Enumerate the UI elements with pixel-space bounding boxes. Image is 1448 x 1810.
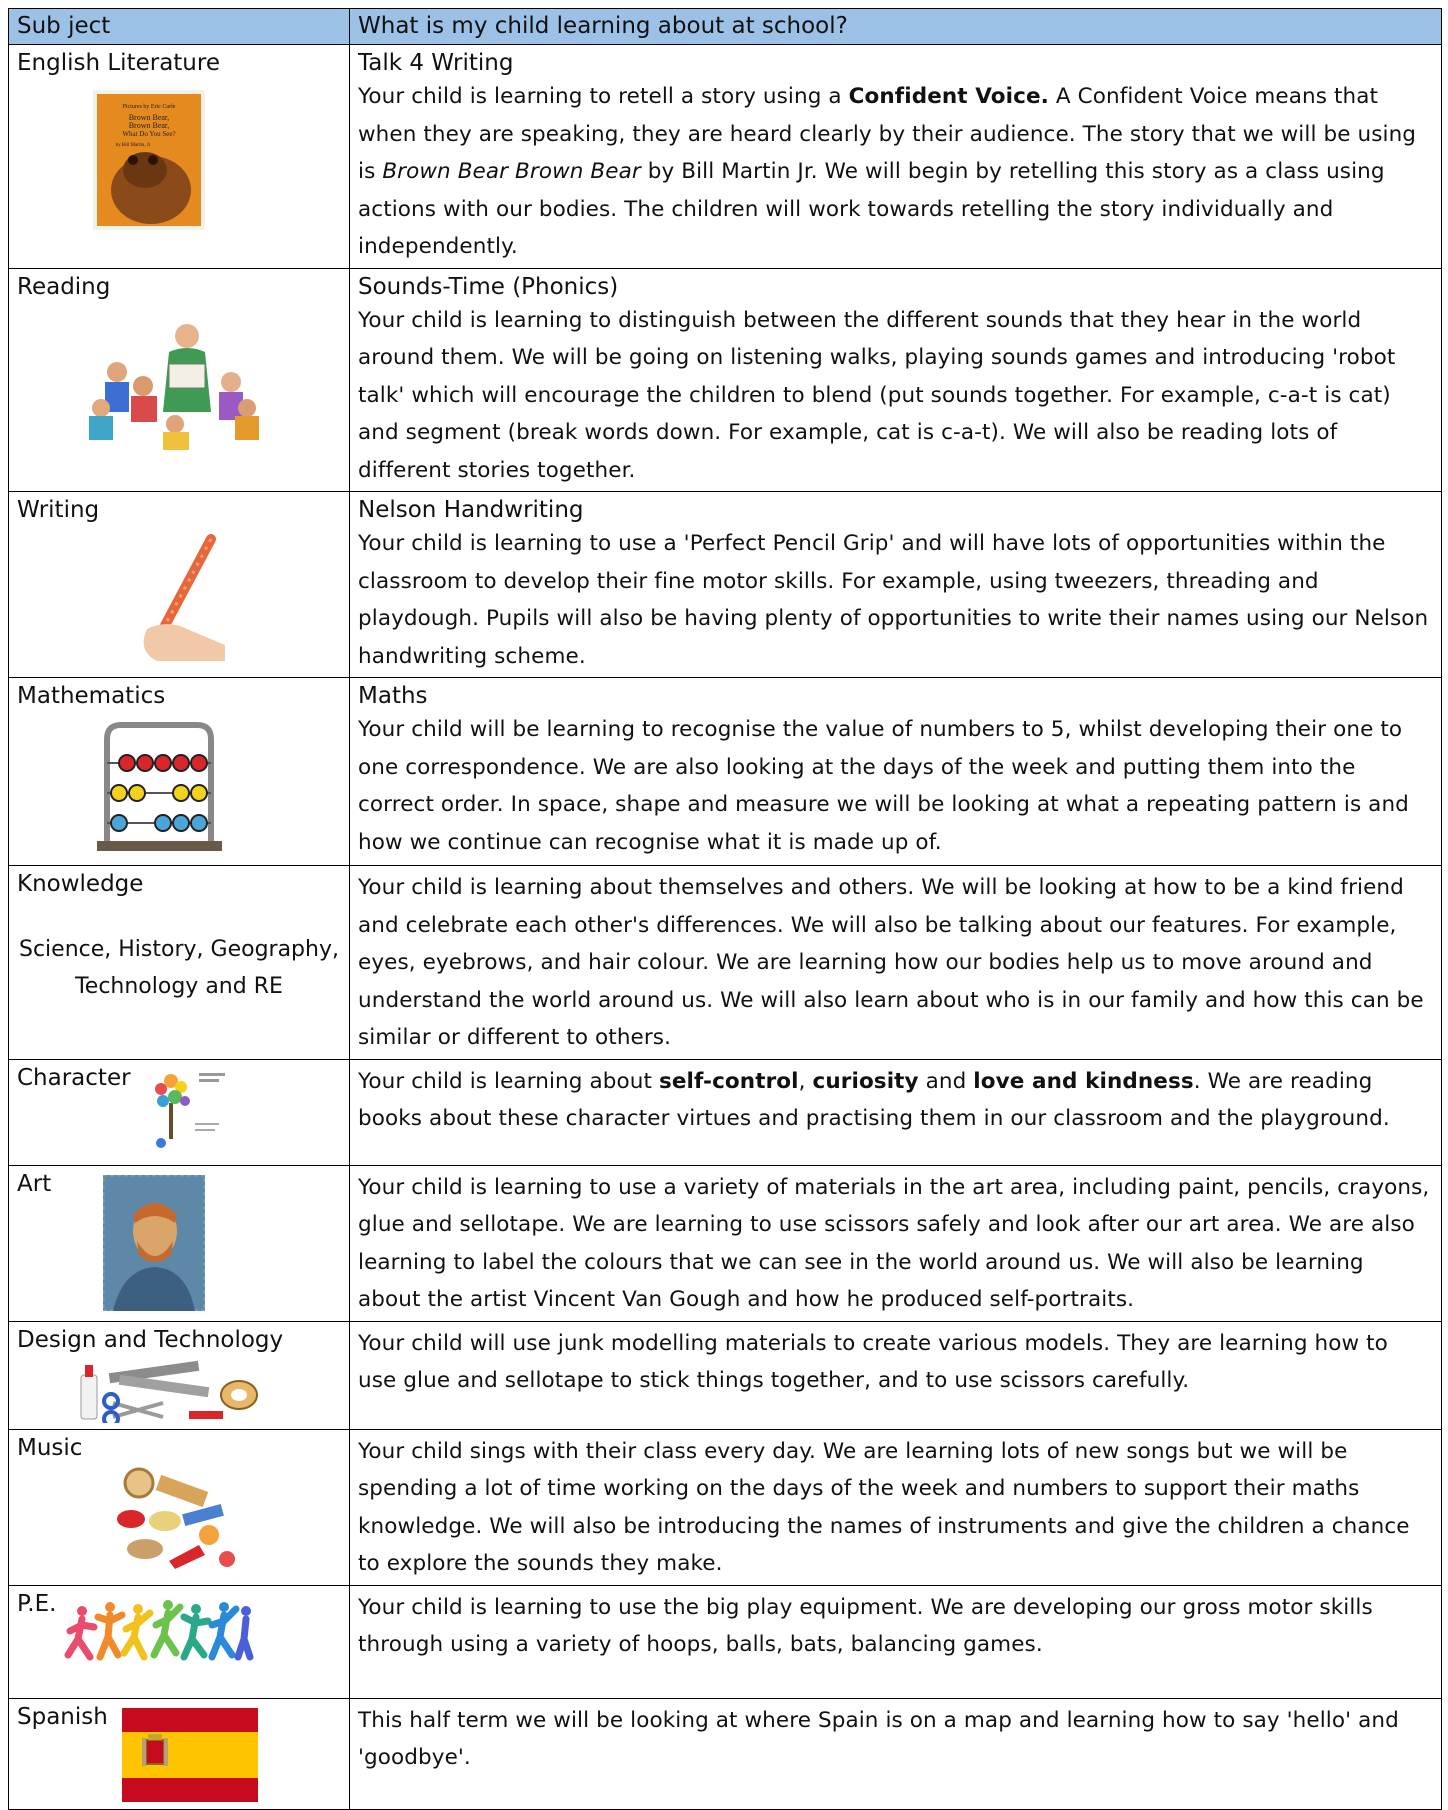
learning-cell: [350, 1059, 1442, 1165]
subject-cell: [9, 1585, 350, 1698]
subject-label: English Literature: [17, 50, 220, 76]
table-row: [9, 1165, 1442, 1321]
book-text: What Do You See?: [122, 130, 176, 138]
subject-label: Art: [17, 1170, 52, 1197]
subject-label: Reading: [17, 273, 111, 300]
learning-cell: [350, 492, 1442, 678]
musical-instruments-image: [109, 1465, 249, 1575]
section-body: Your child will be learning to recognise the value of numbers to 5, whilst developing their one to one correspondence. We are also looking at the days of the week and putting them into the correct order. In space, shape and measure we will be looking at what a repeating pattern is and how we continue can recognise what it is made up of.: [358, 717, 1409, 855]
pencil-hand-image: [127, 533, 227, 661]
subject-label: P.E.: [17, 1590, 57, 1617]
learning-cell: [350, 1429, 1442, 1585]
section-heading: Talk 4 Writing: [358, 50, 514, 76]
table-row: [9, 45, 1442, 269]
section-heading: Nelson Handwriting: [358, 497, 584, 523]
subject-subtitle: Science, History, Geography, Technology and RE: [19, 937, 339, 999]
section-body: Your child will use junk modelling materials to create various models. They are learning how to use glue and sellotape to stick things together, and to use scissors carefully.: [358, 1330, 1388, 1393]
curriculum-table: [8, 8, 1442, 1810]
learning-cell: [350, 1698, 1442, 1809]
table-row: [9, 492, 1442, 678]
header-row: [9, 9, 1442, 45]
subject-cell: [9, 1059, 350, 1165]
section-body: Your child is learning to use the big play equipment. We are developing our gross motor skills through using a variety of hoops, balls, bats, balancing games.: [358, 1594, 1373, 1657]
section-heading: Sounds-Time (Phonics): [358, 273, 619, 300]
van-gogh-portrait-image: [103, 1175, 205, 1311]
subject-cell: [9, 492, 350, 678]
section-body: This half term we will be looking at where Spain is on a map and learning how to say 'hello' and 'goodbye'.: [358, 1707, 1399, 1770]
character-tree-image: [145, 1063, 235, 1155]
table-row: [9, 1321, 1442, 1429]
craft-tools-image: [79, 1359, 259, 1423]
spain-flag-image: [122, 1708, 258, 1802]
learning-cell: [350, 1585, 1442, 1698]
subject-label: Design and Technology: [17, 1326, 284, 1353]
table-row: [9, 1429, 1442, 1585]
learning-cell: [350, 866, 1442, 1060]
table-row: [9, 268, 1442, 492]
header-learning: What is my child learning about at school?: [350, 9, 1442, 45]
book-text: Brown Bear,: [128, 113, 170, 122]
section-body: Your child is learning to retell a story using a Confident Voice. A Confident Voice means that when they are speaking, they are heard clearly by their audience. The story that we will be using is Brown Bear Brown Bear by Bill Martin Jr. We will begin by retelling this story as a class using actions with our bodies. The children will work towards retelling the story individually and independently.: [358, 84, 1417, 259]
table-row: [9, 866, 1442, 1060]
subject-cell: [9, 268, 350, 492]
abacus-image: [97, 717, 222, 852]
table-row: [9, 678, 1442, 866]
book-text: Pictures by Eric Carle: [122, 104, 176, 110]
section-body: Your child sings with their class every day. We are learning lots of new songs but we will be spending a lot of time working on the days of the week and numbers to support their maths knowledge. We will also be introducing the names of instruments and give the children a chance to explore the sounds they make.: [358, 1438, 1410, 1576]
subject-label: Character: [17, 1064, 131, 1091]
learning-cell: [350, 45, 1442, 269]
subject-label: Mathematics: [17, 683, 166, 709]
learning-cell: [350, 1165, 1442, 1321]
subject-label: Spanish: [17, 1703, 108, 1730]
subject-cell: [9, 1698, 350, 1809]
section-body: Your child is learning about self-control, curiosity and love and kindness. We are reading books about these character virtues and practising them in our classroom and the playground.: [358, 1068, 1390, 1131]
subject-label: Knowledge: [17, 871, 144, 897]
book-text: Brown Bear,: [128, 121, 170, 130]
learning-cell: [350, 268, 1442, 492]
header-subject: Sub ject: [9, 9, 350, 45]
book-text: by Bill Martin, Jr: [115, 143, 151, 148]
learning-cell: [350, 1321, 1442, 1429]
book-cover-image: [93, 90, 205, 230]
athletes-silhouettes-image: [64, 1595, 254, 1671]
subject-cell: [9, 1165, 350, 1321]
subject-cell: [9, 1429, 350, 1585]
table-row: [9, 1698, 1442, 1809]
section-body: Your child is learning to use a 'Perfect Pencil Grip' and will have lots of opportunities within the classroom to develop their fine motor skills. For example, using tweezers, threading and playdough. Pupils will also be having plenty of opportunities to write their names using our Nelson handwriting scheme.: [358, 531, 1429, 669]
subject-label: Music: [17, 1434, 83, 1461]
table-row: [9, 1059, 1442, 1165]
subject-label: Writing: [17, 497, 100, 523]
section-heading: Maths: [358, 683, 428, 709]
subject-cell: [9, 1321, 350, 1429]
children-reading-image: [77, 312, 267, 452]
learning-cell: [350, 678, 1442, 866]
table-row: [9, 1585, 1442, 1698]
subject-cell: [9, 45, 350, 269]
subject-cell: [9, 678, 350, 866]
section-body: Your child is learning about themselves and others. We will be looking at how to be a kind friend and celebrate each other's differences. We will also be talking about our features. For example, eyes, eyebrows, and hair colour. We are learning how our bodies help us to move around and understand the world around us. We will also learn about who is in our family and how this can be similar or different to others.: [358, 875, 1424, 1050]
section-body: Your child is learning to use a variety of materials in the art area, including paint, pencils, crayons, glue and sellotape. We are learning to use scissors safely and look after our art area. We are also learning to label the colours that we can see in the world around us. We will also be learning about the artist Vincent Van Gough and how he produced self-portraits.: [358, 1174, 1430, 1312]
subject-cell: [9, 866, 350, 1060]
section-body: Your child is learning to distinguish between the different sounds that they hear in the world around them. We will be going on listening walks, playing sounds games and introducing 'robot talk' which will encourage the children to blend (put sounds together. For example, c-a-t is cat) and segment (break words down. For example, cat is c-a-t). We will also be reading lots of different stories together.: [358, 307, 1396, 483]
